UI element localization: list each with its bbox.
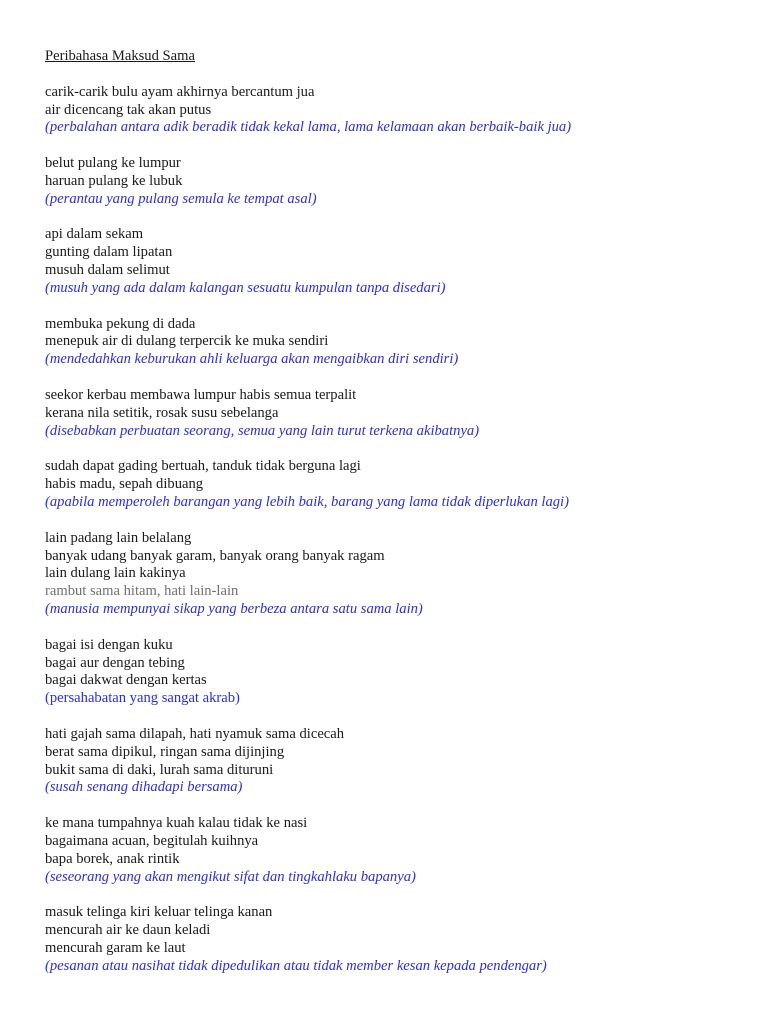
document-title: Peribahasa Maksud Sama	[45, 48, 195, 64]
proverb-line: bapa borek, anak rintik	[45, 850, 180, 867]
proverb-meaning: (musuh yang ada dalam kalangan sesuatu kumpulan tanpa disedari)	[45, 279, 446, 296]
proverb-line: api dalam sekam	[45, 226, 144, 243]
proverb-line: sudah dapat gading bertuah, tanduk tidak berguna lagi	[45, 458, 361, 475]
proverb-line: air dicencang tak akan putus	[45, 101, 212, 118]
proverb-meaning: (perbalahan antara adik beradik tidak kekal lama, lama kelamaan akan berbaik-baik jua)	[45, 119, 572, 136]
proverb-group	[45, 530, 745, 619]
proverb-line: gunting dalam lipatan	[45, 244, 173, 261]
proverb-line: menepuk air di dulang terpercik ke muka sendiri	[45, 333, 329, 350]
proverb-line: bukit sama di daki, lurah sama dituruni	[45, 761, 274, 778]
proverb-group	[45, 458, 745, 512]
proverb-line: berat sama dipikul, ringan sama dijinjing	[45, 743, 285, 760]
proverb-meaning: (perantau yang pulang semula ke tempat asal)	[45, 190, 317, 207]
proverb-group	[45, 726, 745, 797]
document-page	[45, 48, 745, 994]
proverb-meaning: (persahabatan yang sangat akrab)	[45, 690, 240, 707]
proverb-line: masuk telinga kiri keluar telinga kanan	[45, 904, 273, 921]
proverb-meaning: (mendedahkan keburukan ahli keluarga akan mengaibkan diri sendiri)	[45, 351, 459, 368]
proverb-line: musuh dalam selimut	[45, 262, 170, 279]
proverb-meaning: (susah senang dihadapi bersama)	[45, 779, 243, 796]
proverb-line: kerana nila setitik, rosak susu sebelanga	[45, 404, 279, 421]
proverb-group	[45, 815, 745, 886]
proverb-line: banyak udang banyak garam, banyak orang banyak ragam	[45, 547, 385, 564]
proverb-line: membuka pekung di dada	[45, 315, 196, 332]
proverb-meaning: (disebabkan perbuatan seorang, semua yang lain turut terkena akibatnya)	[45, 422, 480, 439]
proverb-group	[45, 226, 745, 297]
proverb-group	[45, 155, 745, 209]
proverb-group	[45, 387, 745, 441]
proverb-line: lain padang lain belalang	[45, 529, 192, 546]
proverb-line: bagai aur dengan tebing	[45, 654, 185, 671]
proverb-line: ke mana tumpahnya kuah kalau tidak ke nasi	[45, 815, 308, 832]
proverb-group	[45, 637, 745, 708]
proverb-meaning: (manusia mempunyai sikap yang berbeza antara satu sama lain)	[45, 601, 423, 618]
proverb-meaning: (seseorang yang akan mengikut sifat dan tingkahlaku bapanya)	[45, 868, 416, 885]
proverb-line: bagai dakwat dengan kertas	[45, 672, 207, 689]
proverb-line: bagai isi dengan kuku	[45, 636, 173, 653]
proverb-line: hati gajah sama dilapah, hati nyamuk sama dicecah	[45, 725, 345, 742]
proverb-line: carik-carik bulu ayam akhirnya bercantum jua	[45, 83, 315, 100]
proverb-line: bagaimana acuan, begitulah kuihnya	[45, 832, 259, 849]
proverb-group	[45, 904, 745, 975]
proverb-group	[45, 316, 745, 370]
proverb-line: mencurah garam ke laut	[45, 940, 186, 957]
proverb-line: belut pulang ke lumpur	[45, 155, 181, 172]
proverb-line: habis madu, sepah dibuang	[45, 476, 204, 493]
proverb-meaning: (pesanan atau nasihat tidak dipedulikan atau tidak member kesan kepada pendengar)	[45, 957, 547, 974]
proverb-line: seekor kerbau membawa lumpur habis semua terpalit	[45, 386, 357, 403]
proverb-line: lain dulang lain kakinya	[45, 565, 186, 582]
proverb-group	[45, 84, 745, 138]
proverb-line: haruan pulang ke lubuk	[45, 172, 183, 189]
proverb-line: rambut sama hitam, hati lain-lain	[45, 583, 239, 600]
proverb-line: mencurah air ke daun keladi	[45, 922, 211, 939]
proverb-list	[45, 84, 745, 976]
proverb-meaning: (apabila memperoleh barangan yang lebih baik, barang yang lama tidak diperlukan lagi)	[45, 494, 569, 510]
